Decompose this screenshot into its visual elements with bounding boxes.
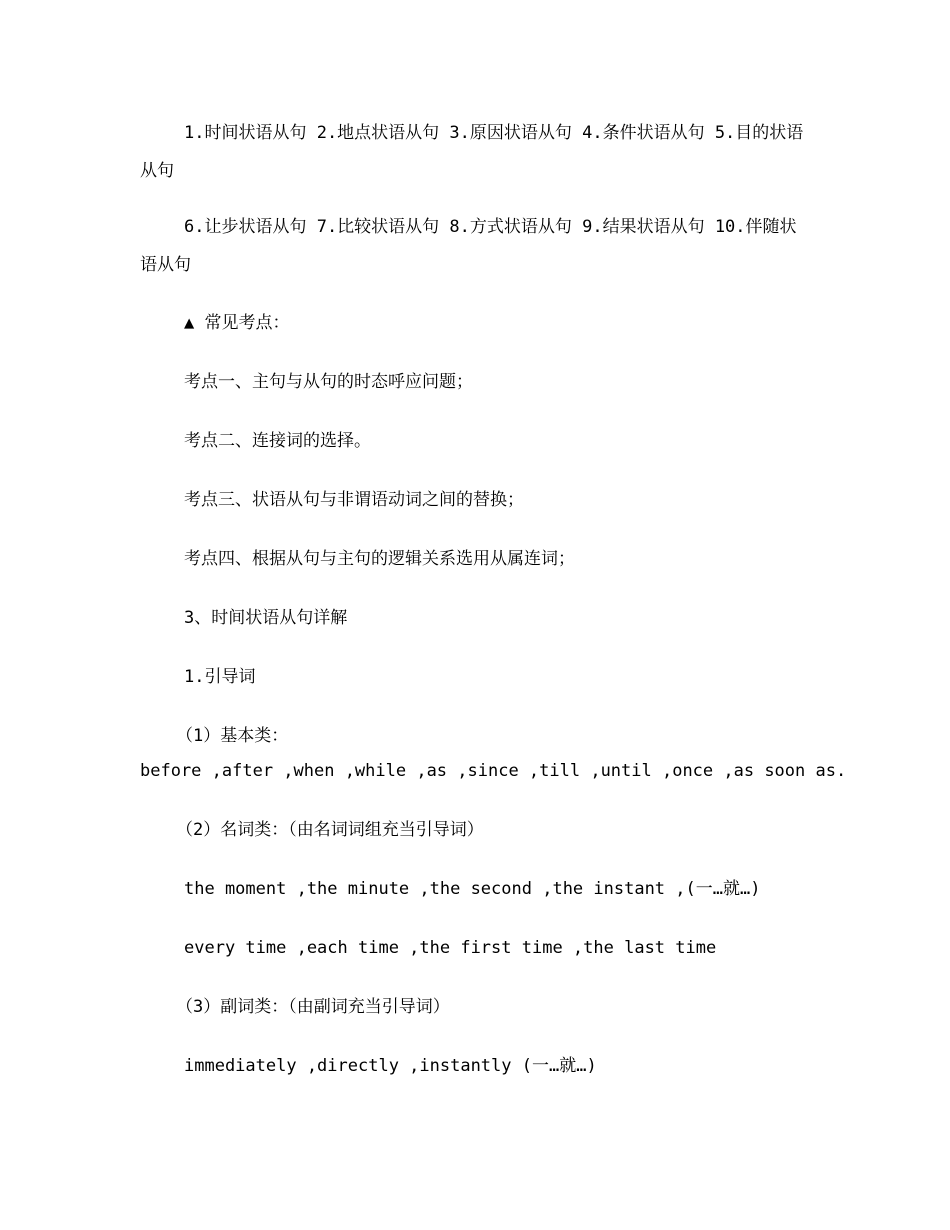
basic-conjunctions-list: before ,after ,when ,while ,as ,since ,till ,until ,once ,as soon as.	[140, 761, 847, 781]
section-heading-time-clause: 3、时间状语从句详解	[184, 608, 348, 628]
noun-conjunctions-list-1: the moment ,the minute ,the second ,the instant ,(一…就…)	[184, 879, 761, 899]
noun-conjunctions-list-2: every time ,each time ,the first time ,the last time	[184, 938, 717, 958]
key-point-2: 考点二、连接词的选择。	[184, 431, 371, 451]
paragraph-clause-types-1-5: 1.时间状语从句 2.地点状语从句 3.原因状语从句 4.条件状语从句 5.目的状语从句	[140, 123, 804, 181]
category-basic: （1）基本类：	[176, 726, 289, 746]
category-adverb: （3）副词类：（由副词充当引导词）	[176, 997, 450, 1017]
key-point-1: 考点一、主句与从句的时态呼应问题；	[184, 372, 473, 392]
adverb-conjunctions-list: immediately ,directly ,instantly (一…就…)	[184, 1056, 597, 1076]
category-noun: （2）名词类：（由名词词组充当引导词）	[176, 820, 484, 840]
key-point-4: 考点四、根据从句与主句的逻辑关系选用从属连词；	[184, 549, 575, 569]
subheading-conjunctions: 1.引导词	[184, 667, 256, 687]
key-point-3: 考点三、状语从句与非谓语动词之间的替换；	[184, 490, 524, 510]
key-points-heading: ▲ 常见考点：	[184, 313, 290, 333]
paragraph-clause-types-6-10: 6.让步状语从句 7.比较状语从句 8.方式状语从句 9.结果状语从句 10.伴随状语从句	[140, 217, 797, 275]
